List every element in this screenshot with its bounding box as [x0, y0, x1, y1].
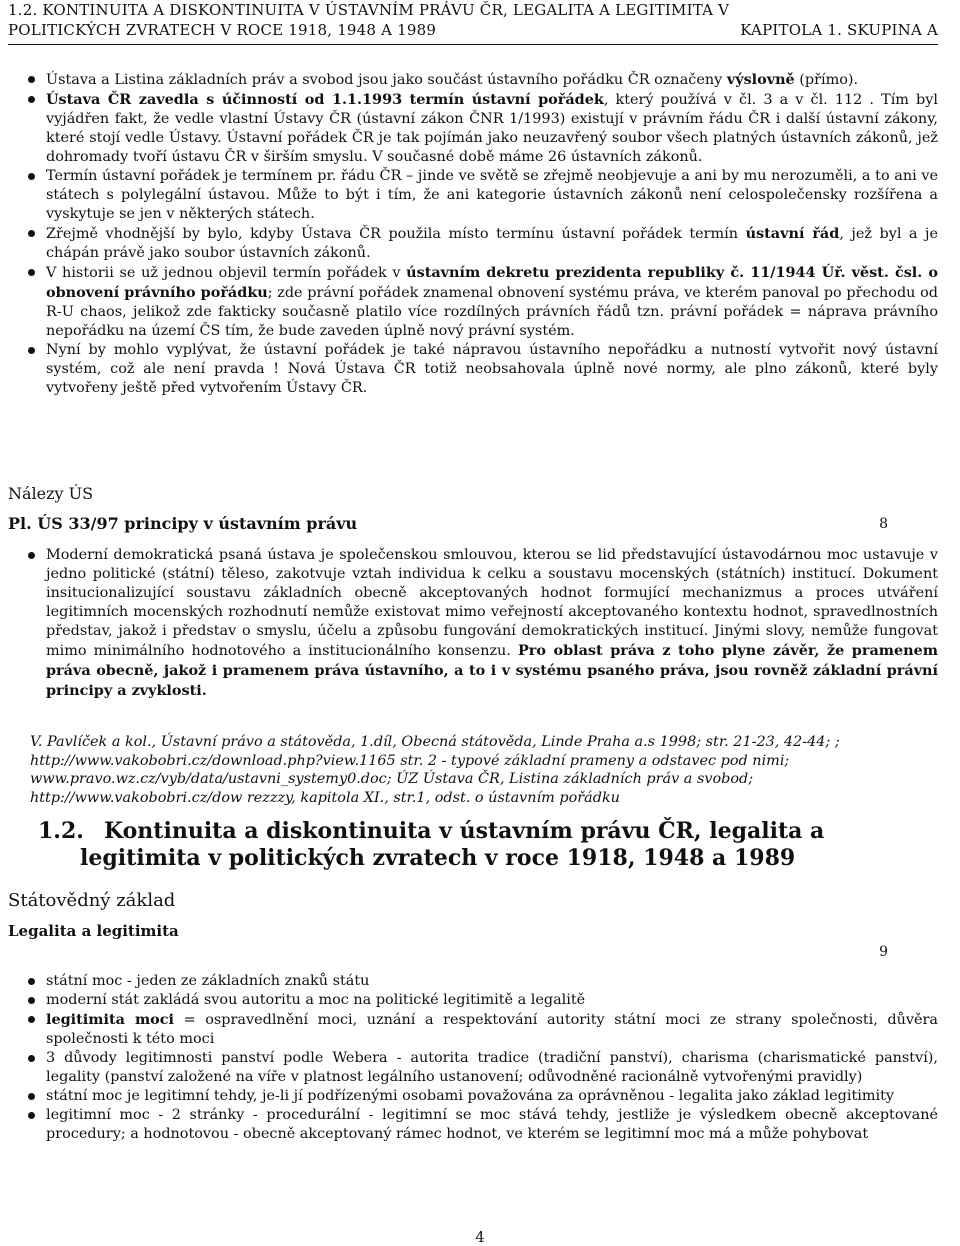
list-item-post-text: (přímo). [794, 72, 859, 88]
list-item [28, 1010, 938, 1049]
list-item-pre-text: V historii se už jednou objevil termín pořádek v [46, 265, 407, 281]
bullet-icon [28, 997, 35, 1004]
bullet-icon [28, 978, 35, 985]
list-item-pre-text: státní moc je legitimní tehdy, je-li jí podřízenými osobami považována za oprávněnou - legalita jako základ legitimity [46, 1088, 895, 1104]
list-item-bold-text: ústavním dekretu prezidenta republiky č. 11/1944 Úř. věst. čsl. o obnovení právního pořádku [46, 264, 938, 301]
list-item [28, 1106, 938, 1144]
bottom-bullet-list [28, 972, 938, 1144]
list-item [28, 341, 938, 398]
header-line-1: 1.2. KONTINUITA A DISKONTINUITA V ÚSTAVNÍM PRÁVU ČR, LEGALITA A LEGITIMITA V [8, 1, 730, 19]
margin-note-9: 9 [879, 944, 888, 960]
list-item-post-text: , který používá v čl. 3 a v čl. 112 . Tím byl vyjádřen fakt, že vedle vlastní Ústavy ČR (ústavní zákon ČNR 1/1993) existují v právním řádu ČR i další ústavní zákony, které stojí vedle Ústavy. Ústavní pořádek ČR je tak pojímán jako neuzavřený soubor všech platných ústavních zákonů, jež dohromady tvoří ústavu ČR v širším smyslu. V současné době máme 26 ústavních zákonů. [46, 92, 938, 165]
citation-text: V. Pavlíček a kol., Ústavní právo a státověda, 1.díl, Obecná státověda, Linde Praha a.s 1998; str. 21-23, 42-44; ; http://www.vakobobri.cz/download.php?view.1165 str. 2 - typové základní prameny a odstavec pod nimi; www.pravo.wz.cz/vyb/data/ustavni_systemy0.doc; ÚZ Ústava ČR, Listina základních práv a svobod; http://www.vakobobri.cz/dow rezzzy, kapitola XI., str.1, odst. o ústavním pořádku [30, 734, 840, 806]
list-item-pre-text: Ústava a Listina základních práv a svobod jsou jako součást ústavního pořádku ČR označeny [46, 72, 727, 88]
top-bullet-list [28, 70, 938, 398]
header-chapter: KAPITOLA 1. SKUPINA A [740, 21, 938, 39]
bullet-icon [28, 269, 35, 276]
running-header [8, 0, 938, 40]
bullet-icon [28, 552, 35, 559]
section-number: 1.2. [38, 818, 84, 844]
list-item-post-text: = ospravedlnění moci, uznání a respektování autority státní moci ze strany společnosti, důvěra společnosti k této moci [46, 1012, 939, 1047]
page-number: 4 [475, 1228, 485, 1246]
list-item-bold-text: ústavní řád [745, 225, 840, 242]
bullet-icon [28, 96, 35, 103]
list-item-pre-text: 3 důvody legitimnosti panství podle Webera - autorita tradice (tradiční panství), charisma (charismatické panství), legality (panství založené na víře v platnost legálního ustanovení; odůvodněné racionálně vytvořenými pravidly) [46, 1050, 938, 1085]
list-item-post-text: ; zde právní pořádek znamenal obnovení systému práva, ve kterém panoval po přechodu od R-U chaos, jelikož zde fakticky současně platilo více rozdílných právních řádů tzn. právní pořádek = náprava právního nepořádku na území ČS tím, že bude zaveden úplně nový právní systém. [46, 285, 938, 339]
section-title-line-2: legitimita v politických zvratech v roce 1918, 1948 a 1989 [80, 845, 796, 871]
header-line-2: POLITICKÝCH ZVRATECH V ROCE 1918, 1948 A 1989 [8, 21, 437, 39]
findings-label: Nálezy ÚS [8, 484, 94, 503]
list-item-bold-text: Pro oblast práva z toho plyne závěr, že pramenem práva obecně, jakož i pramenem práva ústavního, a to i v systému psaného práva, jsou rovněž základní právní principy a zvyklosti. [46, 642, 938, 699]
bullet-icon [28, 1093, 35, 1100]
bullet-icon [28, 76, 35, 83]
margin-note-8: 8 [879, 516, 888, 532]
bullet-icon [28, 1016, 35, 1023]
list-item [28, 224, 938, 263]
list-item-bold-text: Ústava ČR zavedla s účinností od 1.1.1993 termín ústavní pořádek [46, 91, 604, 108]
list-item [28, 1087, 938, 1106]
bullet-icon [28, 173, 35, 180]
list-item [28, 90, 938, 167]
section-heading [38, 818, 824, 872]
list-item-pre-text: Zřejmě vhodnější by bylo, kdyby Ústava ČR použila místo termínu ústavní pořádek termín [46, 226, 746, 242]
bullet-icon [28, 1112, 35, 1119]
list-item-pre-text: státní moc - jeden ze základních znaků státu [46, 973, 370, 989]
subheading-legalita: Legalita a legitimita [8, 922, 179, 940]
list-item-post-text: , jež byl a je chápán právě jako soubor ústavních zákonů. [46, 226, 939, 261]
list-item [28, 972, 938, 991]
list-item-bold-text: výslovně [726, 71, 795, 88]
list-item [28, 991, 938, 1010]
list-item-pre-text: moderní stát zakládá svou autoritu a moc na politické legitimitě a legalitě [46, 992, 586, 1008]
list-item-pre-text: Nyní by mohlo vyplývat, že ústavní pořádek je také nápravou ústavního nepořádku a nutností vytvořit nový ústavní systém, což ale není pravda ! Nová Ústava ČR totiž neobsahovala úplně nové normy, ale plno zákonů, které byly vytvořeny ještě před vytvořením Ústavy ČR. [46, 342, 938, 396]
list-item-bold-text: legitimita moci [46, 1011, 175, 1028]
bullet-icon [28, 1055, 35, 1062]
list-item-pre-text: Termín ústavní pořádek je termínem pr. řádu ČR – jinde ve světě se zřejmě neobjevuje a ani by mu nerozuměli, a to ani ve státech s polylegální ústavou. Může to být i tím, že ani kategorie ústavních zákonů není celospolečensky rozšířena a vyskytuje se jen v některých státech. [46, 168, 938, 222]
list-item-pre-text: Moderní demokratická psaná ústava je společenskou smlouvou, kterou se lid představující ústavodárnou moc ustavuje v jedno politické (státní) těleso, zakotvuje vztah individua k celku a soustavu mocenských (státních) institucí. Dokument insitucionalizující soustavu základních obecně akceptovaných hodnot formující mechanizmus a proces utváření legitimních mocenských rozhodnutí nemůže existovat mimo veřejností akceptovaného kontextu hodnot, spravedlnostních představ, jakož i představ o smyslu, účelu a způsobu fungování demokratických institucí. Jinými slovy, nemůže fungovat mimo minimálního hodnotového a institucionálního konsenzu. [46, 547, 938, 659]
bullet-icon [28, 347, 35, 354]
list-item-pre-text: legitimní moc - 2 stránky - procedurální - legitimní se moc stává tehdy, jestliže je výsledkem obecně akceptované procedury; a hodnotovou - obecně akceptovaný rámec hodnot, ve kterém se legitimní moc má a může pohybovat [46, 1107, 938, 1142]
list-item [28, 1049, 938, 1087]
list-item [28, 70, 938, 90]
subheading-statovedny: Státovědný základ [8, 890, 176, 911]
section-title-line-1: Kontinuita a diskontinuita v ústavním právu ČR, legalita a [104, 818, 825, 844]
list-item [28, 167, 938, 224]
ruling-bullet-list [28, 546, 938, 701]
list-item [28, 546, 938, 701]
bullet-icon [28, 230, 35, 237]
header-rule [8, 44, 938, 45]
ruling-heading: Pl. ÚS 33/97 principy v ústavním právu [8, 514, 358, 533]
list-item [28, 263, 938, 341]
